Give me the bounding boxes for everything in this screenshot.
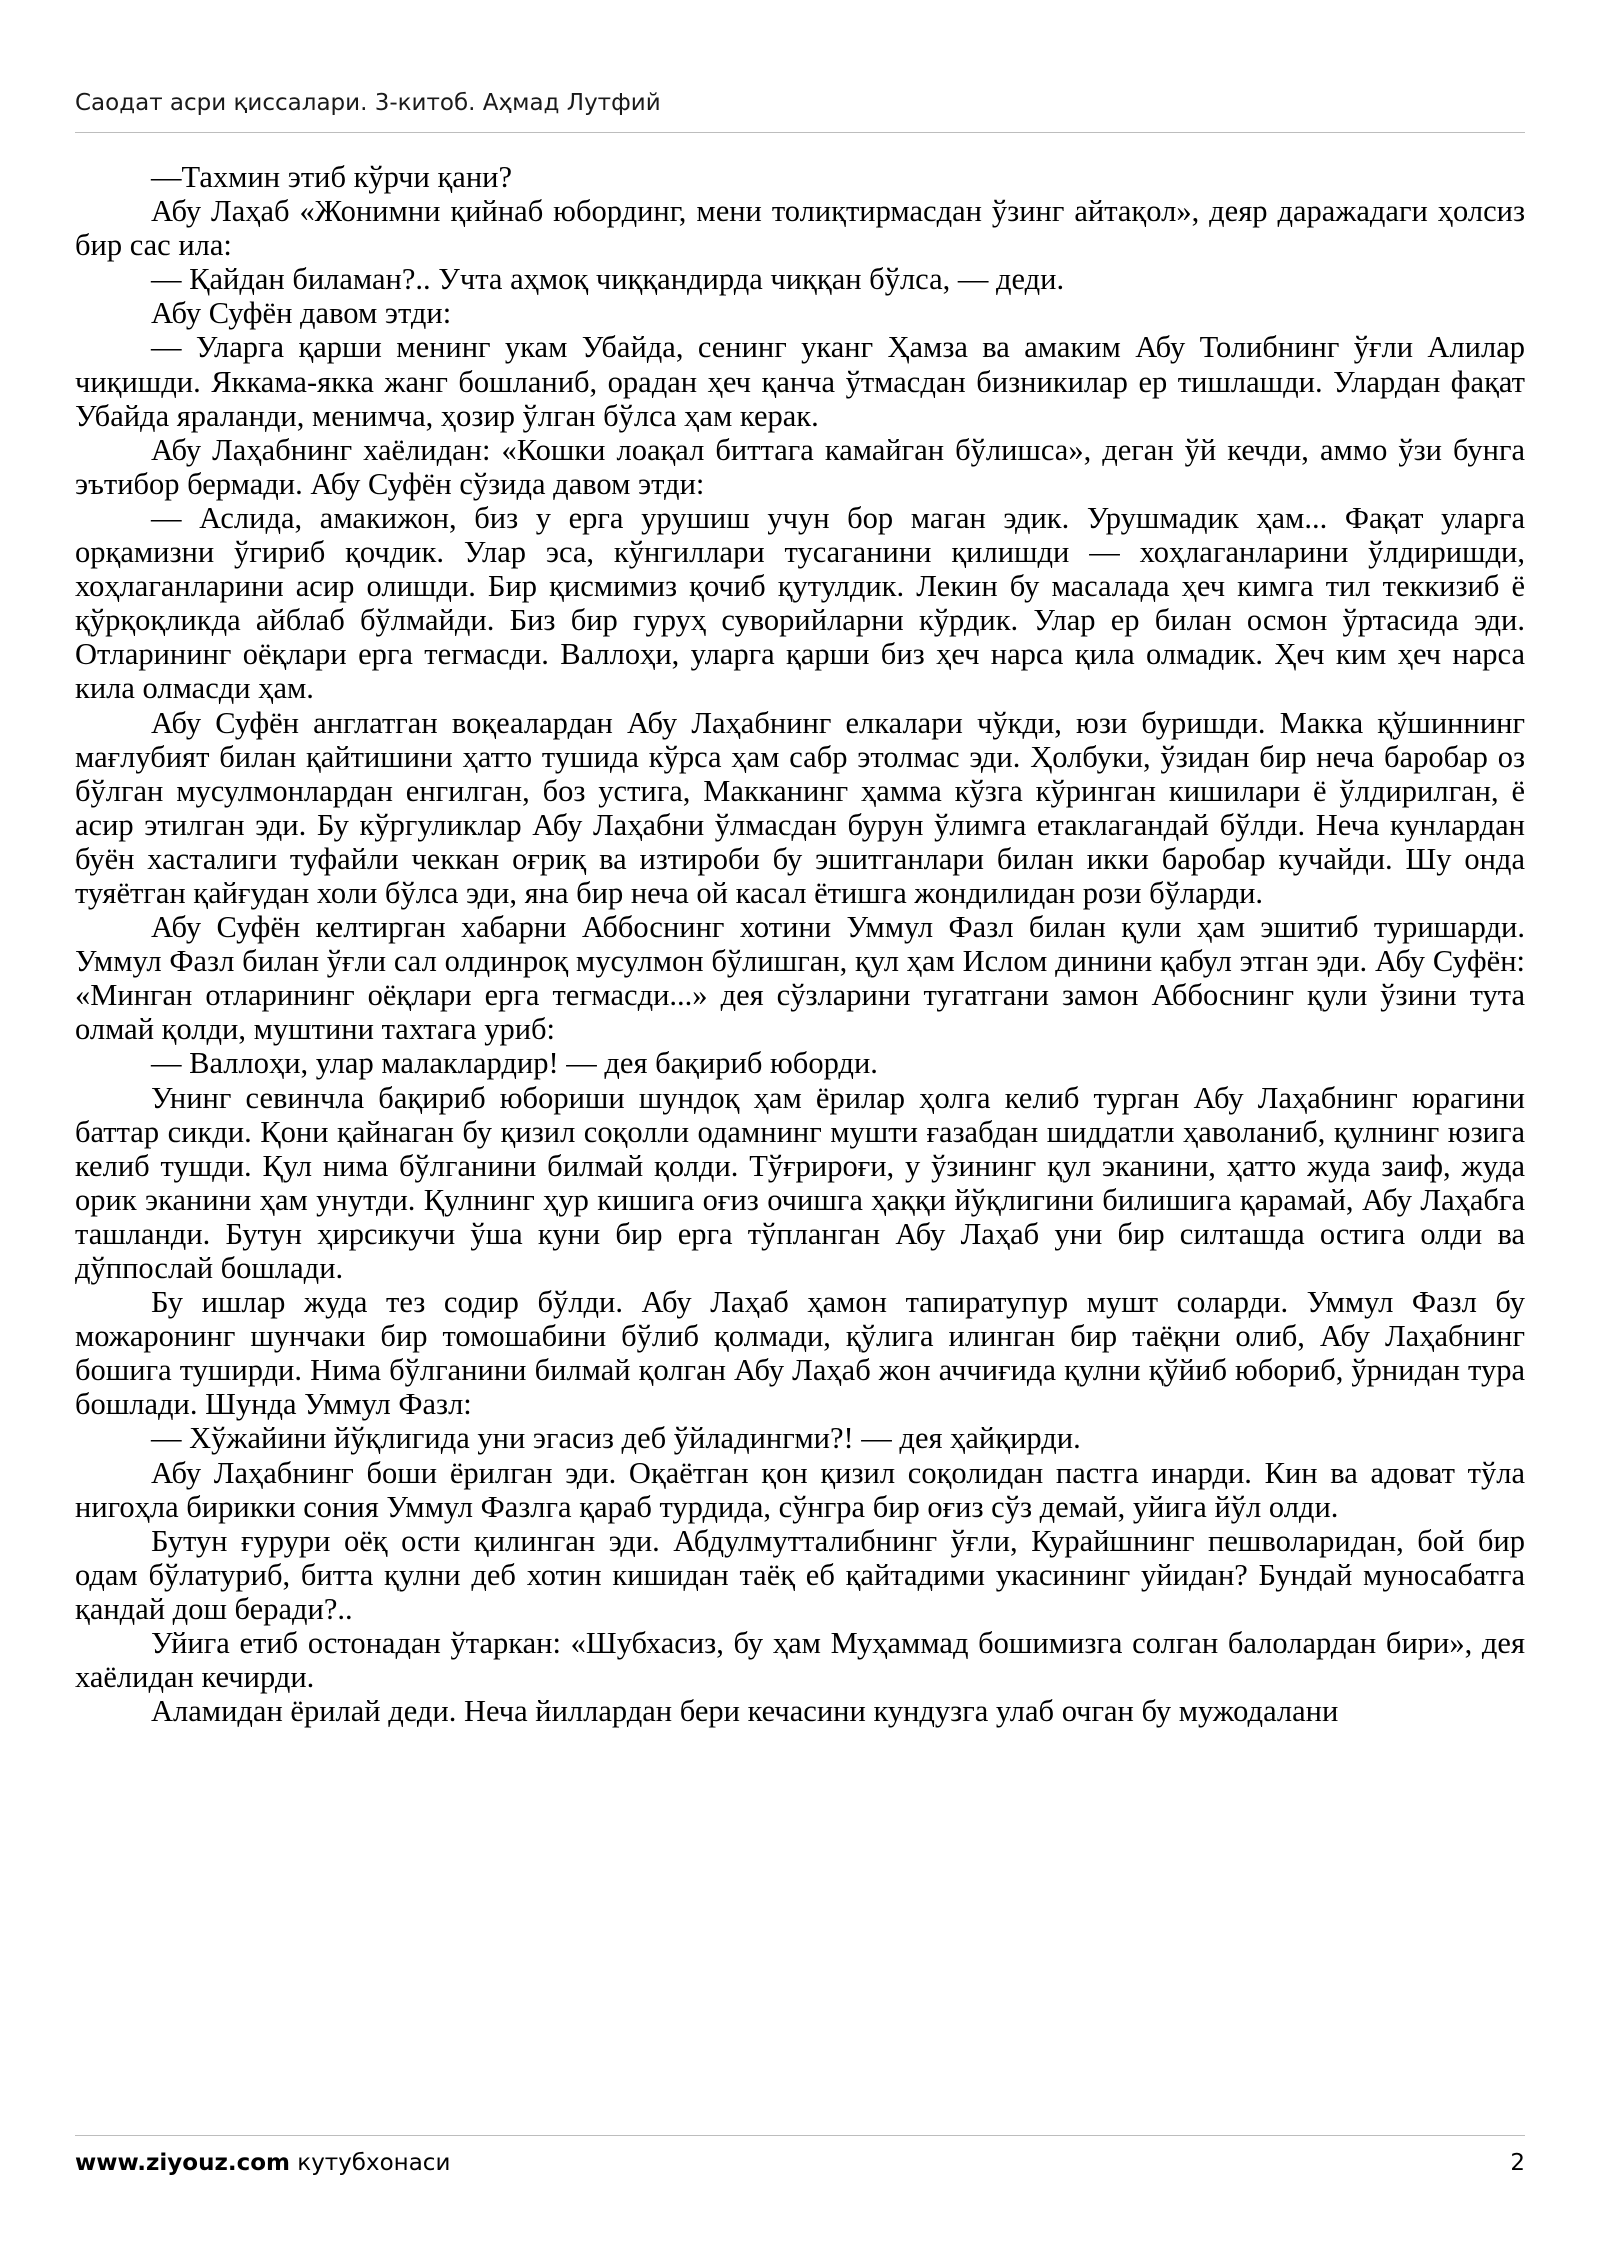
footer-library-label: кутубхонаси: [297, 2150, 451, 2176]
paragraph: Аламидан ёрилай деди. Неча йиллардан бери кечасини кундузга улаб очган бу мужодалани: [151, 1694, 1339, 1729]
paragraph: Абу Суфён давом этди:: [151, 296, 452, 331]
footer-divider: [75, 2135, 1525, 2136]
paragraph: — Уларга қарши менинг укам Убайда, сенинг уканг Ҳамза ва амаким Абу Толибнинг ўғли Алилар чиқишди. Яккама-якка жанг бошланиб, орадан ҳеч қанча ўтмасдан бизникилар ер тишлашди. Улардан фақат Убайда яраланди, менимча, ҳозир ўлган бўлса ҳам керак.: [75, 330, 1525, 433]
running-header: Саодат асри қиссалари. 3-китоб. Аҳмад Лутфий: [75, 90, 661, 116]
paragraph: Унинг севинчла бақириб юбориши шундоқ ҳам ёрилар ҳолга келиб турган Абу Лаҳабнинг юрагини баттар сикди. Қони қайнаган бу қизил соқолли одамнинг мушти ғазабдан шиддатли ҳаволаниб, қулнинг юзига келиб тушди. Қул нима бўлганини билмай қолди. Тўғрироғи, у ўзининг қул эканини, ҳатто жуда заиф, жуда орик эканини ҳам унутди. Қулнинг ҳур кишига оғиз очишга ҳаққи йўқлигини билишига қарамай, Абу Лаҳабга ташланди. Бутун ҳирсикучи ўша куни бир ерга тўпланган Абу Лаҳаб уни бир силташда остига олди ва дўппослай бошлади.: [75, 1080, 1525, 1285]
paragraph: Абу Лаҳабнинг хаёлидан: «Кошки лоақал биттага камайган бўлишса», деган ўй кечди, аммо ўзи бунга эътибор бермади. Абу Суфён сўзида давом этди:: [75, 432, 1525, 501]
footer-site-link[interactable]: www.ziyouz.com: [75, 2150, 290, 2176]
page-body: [75, 160, 1525, 1728]
paragraph: —Тахмин этиб кўрчи қани?: [151, 160, 512, 194]
paragraph: Абу Суфён келтирган хабарни Аббоснинг хотини Уммул Фазл билан қули ҳам эшитиб туришарди. Уммул Фазл билан ўғли сал олдинроқ мусулмон бўлишган, қул ҳам Ислом динини қабул этган эди. Абу Суфён: «Минган отларининг оёқлари ерга тегмасди...» дея сўзларини тугатгани замон Аббоснинг қули ўзини тута олмай қолди, муштини тахтага уриб:: [75, 910, 1525, 1047]
paragraph: Уйига етиб остонадан ўтаркан: «Шубхасиз, бу ҳам Муҳаммад бошимизга солган балолардан бири», дея хаёлидан кечирди.: [75, 1626, 1525, 1695]
paragraph: Абу Лаҳаб «Жонимни қийнаб юбординг, мени толиқтирмасдан ўзинг айтақол», деяр даражадаги ҳолсиз бир сас ила:: [75, 194, 1525, 263]
paragraph: Бу ишлар жуда тез содир бўлди. Абу Лаҳаб ҳамон тапиратупур мушт соларди. Уммул Фазл бу можаронинг шунчаки бир томошабини бўлиб қолмади, қўлига илинган бир таёқни олиб, Абу Лаҳабнинг бошига туширди. Нима бўлганини билмай қолган Абу Лаҳаб жон аччиғида қулни қўйиб юбориб, ўрнидан тура бошлади. Шунда Уммул Фазл:: [75, 1285, 1525, 1422]
paragraph: — Қайдан биламан?.. Учта аҳмоқ чиққандирда чиққан бўлса, — деди.: [151, 262, 1065, 297]
page-footer: [75, 2147, 1525, 2179]
header-divider: [75, 132, 1525, 133]
paragraph: — Хўжайини йўқлигида уни эгасиз деб ўйладингми?! — дея ҳайқирди.: [151, 1421, 1081, 1456]
page-number: 2: [1510, 2150, 1525, 2176]
paragraph: Абу Лаҳабнинг боши ёрилган эди. Оқаётган қон қизил соқолидан пастга инарди. Кин ва адоват тўла нигоҳла бирикки сония Уммул Фазлга қараб турдида, сўнгра бир оғиз сўз демай, уйига йўл олди.: [75, 1455, 1525, 1524]
paragraph: Абу Суфён англатган воқеалардан Абу Лаҳабнинг елкалари чўкди, юзи буришди. Макка қўшиннинг мағлубият билан қайтишини ҳатто тушида кўрса ҳам сабр этолмас эди. Ҳолбуки, ўзидан бир неча баробар оз бўлган мусулмонлардан енгилган, боз устига, Макканинг ҳамма кўзга кўринган кишилари ё ўлдирилган, ё асир этилган эди. Бу кўргуликлар Абу Лаҳабни ўлмасдан бурун ўлимга етаклагандай бўлди. Неча кунлардан буён хасталиги туфайли чеккан оғриқ ва изтироби бу эшитганлари билан икки баробар кучайди. Шу онда туяётган қайғудан холи бўлса эди, яна бир неча ой касал ётишга жондилидан рози бўларди.: [75, 705, 1525, 910]
paragraph: — Аслида, амакижон, биз у ерга урушиш учун бор маган эдик. Урушмадик ҳам... Фақат уларга орқамизни ўгириб қочдик. Улар эса, кўнгиллари тусаганини қилишди — хоҳлаганларини ўлдиришди, хоҳлаганларини асир олишди. Бир қисмимиз қочиб қутулдик. Лекин бу масалада ҳеч кимга тил теккизиб ё қўрқоқликда айблаб бўлмайди. Биз бир гуруҳ суворийларни кўрдик. Улар ер билан осмон ўртасида эди. Отларининг оёқлари ерга тегмасди. Валлоҳи, уларга қарши биз ҳеч нарса қила олмадик. Ҳеч ким ҳеч нарса кила олмасди ҳам.: [75, 500, 1525, 706]
paragraph: — Валлоҳи, улар малаклардир! — дея бақириб юборди.: [151, 1046, 878, 1081]
paragraph: Бутун ғурури оёқ ости қилинган эди. Абдулмутталибнинг ўғли, Курайшнинг пешволаридан, бой бир одам бўлатуриб, битта қулни деб хотин кишидан таёқ еб қайтадими укасининг уйидан? Бундай муносабатга қандай дош беради?..: [75, 1523, 1525, 1626]
